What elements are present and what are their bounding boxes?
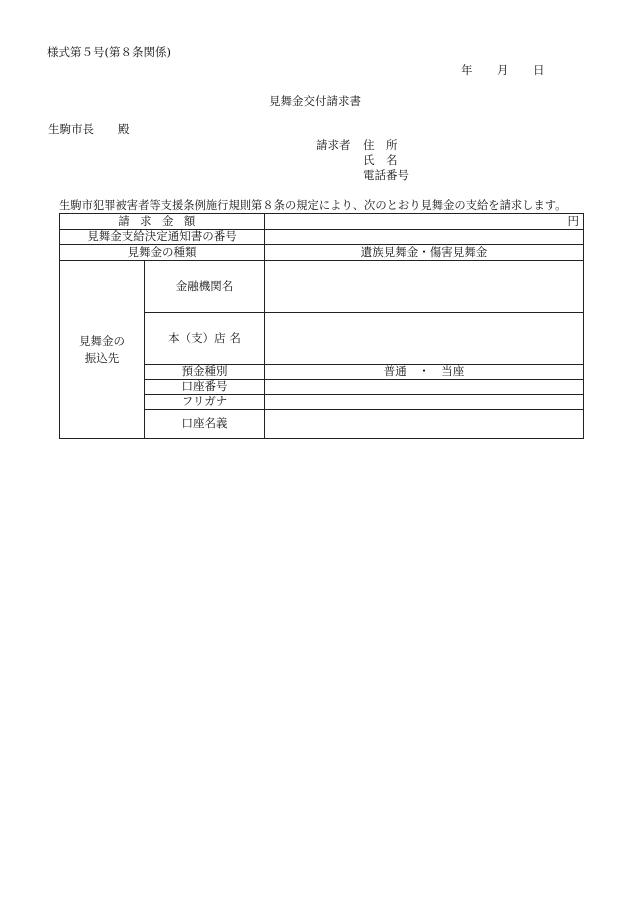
bank-name-field[interactable] bbox=[265, 261, 584, 313]
form-number: 様式第５号(第８条関係) bbox=[47, 45, 171, 59]
notice-number-field[interactable] bbox=[265, 230, 584, 245]
date-month-label: 月 bbox=[497, 63, 509, 77]
notice-number-label: 見舞金支給決定通知書の番号 bbox=[60, 230, 265, 245]
furigana-label: フリガナ bbox=[145, 395, 265, 410]
account-holder-label: 口座名義 bbox=[145, 410, 265, 439]
claimant-name-label: 氏 名 bbox=[363, 153, 398, 167]
furigana-field[interactable] bbox=[265, 395, 584, 410]
deposit-type-value[interactable]: 普通 ・ 当座 bbox=[265, 365, 584, 380]
amount-field[interactable] bbox=[265, 214, 584, 230]
deposit-type-label: 預金種別 bbox=[145, 365, 265, 380]
date-year-label: 年 bbox=[461, 63, 473, 77]
addressee: 生駒市長 bbox=[48, 122, 94, 136]
amount-label: 請求金額 bbox=[60, 214, 265, 230]
account-number-label: 口座番号 bbox=[145, 380, 265, 395]
branch-name-label: 本（支）店 名 bbox=[145, 313, 265, 365]
account-holder-field[interactable] bbox=[265, 410, 584, 439]
claimant-phone-label: 電話番号 bbox=[363, 168, 409, 182]
addressee-honorific: 殿 bbox=[118, 122, 130, 136]
bank-name-label: 金融機関名 bbox=[145, 261, 265, 313]
request-statement: 生駒市犯罪被害者等支援条例施行規則第８条の規定により、次のとおり見舞金の支給を請求します。 bbox=[59, 199, 567, 212]
date-day-label: 日 bbox=[533, 63, 545, 77]
document-title: 見舞金交付請求書 bbox=[269, 94, 361, 108]
type-value[interactable]: 遺族見舞金・傷害見舞金 bbox=[265, 245, 584, 261]
branch-name-field[interactable] bbox=[265, 313, 584, 365]
transfer-destination-label: 見舞金の 振込先 bbox=[60, 261, 145, 439]
claimant-label: 請求者 bbox=[316, 138, 351, 152]
account-number-field[interactable] bbox=[265, 380, 584, 395]
request-form-table bbox=[59, 213, 584, 439]
claimant-address-label: 住 所 bbox=[363, 138, 398, 152]
type-label: 見舞金の種類 bbox=[60, 245, 265, 261]
amount-unit: 円 bbox=[567, 213, 579, 228]
